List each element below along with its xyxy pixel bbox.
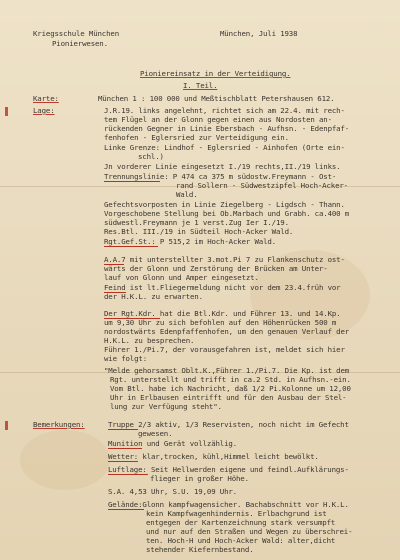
karte-label: Karte: [33,94,59,103]
gelaende-line: stehender Kiefernbestand. [146,545,254,554]
rgt-gef-st-line: Rgt.Gef.St.: P 515,2 im Hoch-Acker Wald. [104,237,276,246]
munition-line: Munition und Gerät vollzählig. [108,439,237,448]
header-department: Pionierwesen. [52,39,108,48]
lage-line: Linke Grenze: Lindhof - Eglersried - Ainhofen (Orte ein- [104,143,345,152]
bemerkungen-label: Bemerkungen: [33,420,85,429]
kdr-line: Der Rgt.Kdr. hat die Btl.Kdr. und Führer 13. und 14.Kp. [104,309,341,318]
feind-line: Feind ist lt.Fliegermeldung nicht vor dem 23.4.früh vor [104,283,341,292]
truppe-line: gewesen. [138,429,173,438]
feind-line: der H.K.L. zu erwarten. [104,292,203,301]
karte-text: München 1 : 100 000 und Meßtischblatt Petershausen 612. [98,94,335,103]
aa-line: A.A.7 mit unterstellter 3.mot.Pi 7 zu Flankenschutz ost- [104,255,345,264]
gelaende-line: Gelände:Glonn kampfwagensicher. Bachabschnitt vor H.K.L. [108,500,349,509]
lage-line: Vorgeschobene Stellung bei Ob.Marbach und Grabh. ca.400 m [104,209,350,218]
wetter-line: Wetter: klar,trocken, kühl,Himmel leicht bewölkt. [108,452,319,461]
quote-line: Uhr in Erlbausen eintrifft und für den Ausbau der Stel- [110,393,347,402]
gelaende-line: ten. Hoch-H und Hoch-Acker Wald: alter,dicht [146,536,336,545]
lage-line: fenhofen - Eglersried zur Verteidigung ein. [104,133,289,142]
quote-line: Vom Btl. habe ich Nachricht, daß 1/2 Pi.Kolonne um 12,00 [110,384,351,393]
kdr-line: H.K.L. zu besprechen. [104,336,195,345]
gelaende-line: entgegen der Kartenzeichnung stark versumpft [146,518,336,527]
margin-mark [5,421,8,430]
kdr-line: um 9,30 Uhr zu sich befohlen auf den Höhenrücken 500 m [104,318,337,327]
header-place-date: München, Juli 1938 [220,29,298,38]
trennungslinie-line: Trennungslinie: P 474 ca 375 m südostw.Freymann - Ost- [104,172,337,181]
lage-line: Jn vorderer Linie eingesetzt I./19 rechts,II./19 links. [104,162,341,171]
lage-label: Lage: [33,106,55,115]
lage-line: rückenden Gegner in Linie Ebersbach - Aufhsn. - Edenpfaf- [104,124,350,133]
truppe-line: Truppe 2/3 aktiv, 1/3 Reservisten, noch nicht im Gefecht [108,420,349,429]
gelaende-line: kein Kampfwagenhindernis. Erlbachgrund ist [146,509,327,518]
part-heading: I. Teil. [183,81,218,90]
paper-stain [20,430,110,490]
quote-line: lung zur Verfügung steht". [110,402,222,411]
lage-line: J.R.19. links angelehnt, richtet sich am 22.4. mit rech- [104,106,345,115]
luftlage-line: Luftlage: Seit Hellwerden eigene und feindl.Aufklärungs- [108,465,349,474]
header-school: Kriegsschule München [33,29,119,38]
lage-line: Res.Btl. III./19 in Südteil Hoch-Acker Wald. [104,227,294,236]
lage-line: südwestl.Freymann je 1 verst.Zug Ier I./19. [104,218,289,227]
luftlage-line: flieger in großer Höhe. [150,474,249,483]
quote-line: Rgt. unterstellt und trifft in ca.2 Std. in Aufhsn.-ein. [110,375,351,384]
lage-line: Gefechtsvorposten in Linie Ziegelberg - Ligdsch - Thann. [104,200,345,209]
lage-line: tem Flügel an der Glonn gegen einen aus Nordosten an- [104,115,332,124]
sun-times-line: S.A. 4,53 Uhr, S.U. 19,09 Uhr. [108,487,237,496]
lage-line: schl.) [138,152,164,161]
kdr-line: Führer 1./Pi.7, der vorausgefahren ist, meldet sich hier [104,345,345,354]
aa-line: wärts der Glonn und Zerstörung der Brücken am Unter- [104,264,328,273]
kdr-line: wie folgt: [104,354,147,363]
quote-line: "Melde gehorsamst Oblt.K.,Führer 1./Pi.7. Die Kp. ist dem [104,366,350,375]
trennungslinie-line: Wald. [176,190,198,199]
aa-line: lauf von Glonn und Amper eingesetzt. [104,273,259,282]
gelaende-line: und nur auf den Straßen und Wegen zu überschrei- [146,527,353,536]
kdr-line: nordostwärts Edenpfaffenhofen, um den genauen Verlauf der [104,327,350,336]
margin-mark [5,107,8,116]
document-title: Pioniereinsatz in der Verteidigung. [140,69,291,78]
trennungslinie-line: rand Sollern - Südwestzipfel Hoch-Acker- [176,181,348,190]
